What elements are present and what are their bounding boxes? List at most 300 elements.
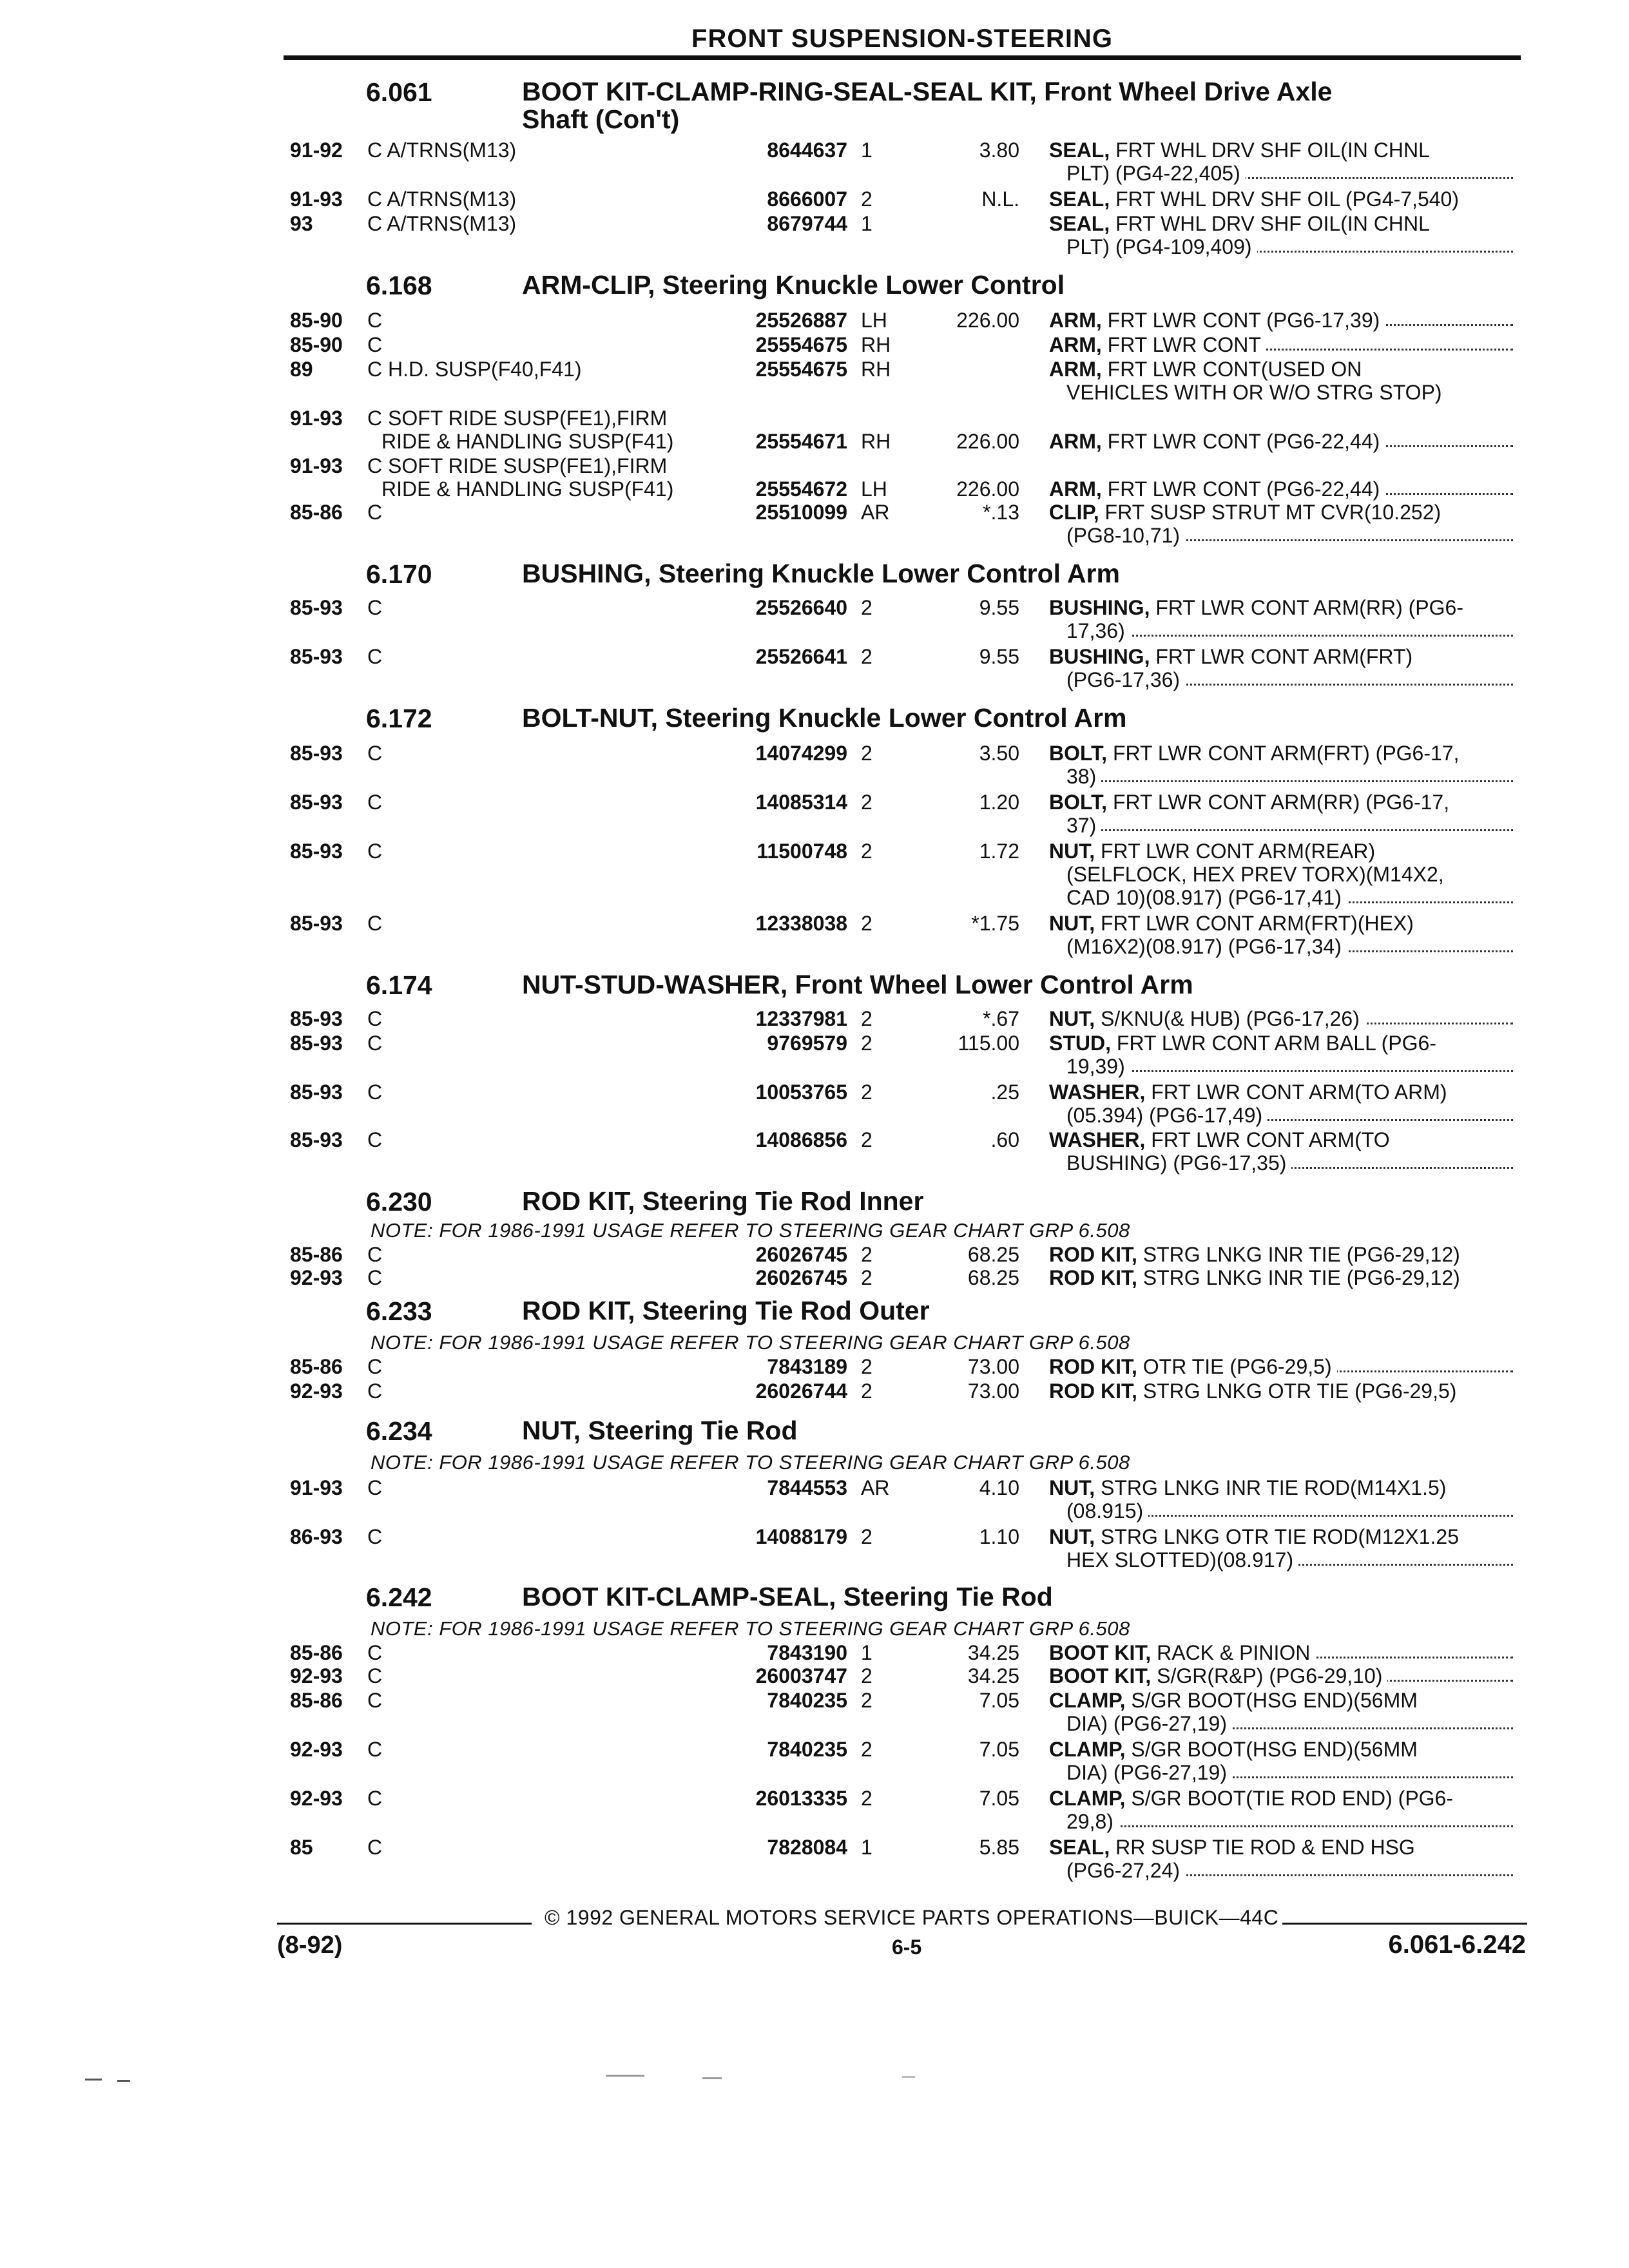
section-heading-6-172: [366, 704, 1526, 740]
row-quantity: RH: [861, 333, 891, 356]
row-description-cont: PLT) (PG4-109,409): [1066, 235, 1513, 259]
row-part-number: 26026744: [755, 1379, 847, 1403]
footer-copyright: © 1992 GENERAL MOTORS SERVICE PARTS OPERATIONS—BUICK—44C: [545, 1906, 1279, 1929]
row-description-cont: (SELFLOCK, HEX PREV TORX)(M14X2,: [1066, 863, 1444, 886]
part-row-cont: [0, 862, 1629, 888]
row-part-number: 14074299: [755, 742, 847, 765]
section-heading-6-230: [366, 1187, 1526, 1223]
row-application: C: [367, 1379, 715, 1403]
row-application: C: [367, 1475, 715, 1500]
part-row-cont: [0, 1548, 1629, 1573]
row-application: C SOFT RIDE SUSP(FE1),FIRM: [367, 407, 668, 430]
part-row-cont: [0, 477, 1629, 503]
part-row: [0, 644, 1629, 670]
part-row-cont: [0, 1760, 1629, 1786]
part-row: [0, 138, 1629, 164]
row-quantity: 2: [861, 1787, 872, 1810]
section-number: 6.174: [366, 970, 432, 1000]
row-quantity: 2: [861, 791, 872, 814]
row-price: 9.55: [979, 596, 1019, 619]
part-row-cont: [0, 1858, 1629, 1884]
row-price: 4.10: [979, 1476, 1019, 1499]
row-description: CLAMP, S/GR BOOT(TIE ROD END) (PG6-: [1049, 1787, 1453, 1810]
row-price: 7.05: [979, 1787, 1019, 1810]
row-part-number: 8679744: [767, 212, 847, 235]
row-part-number: 14085314: [755, 791, 847, 814]
scan-artifact: [606, 2075, 644, 2077]
row-application: C: [367, 1031, 715, 1055]
section-number: 6.061: [366, 77, 432, 107]
section-heading-6-234: [366, 1416, 1526, 1452]
footer-rule-left: [277, 1923, 532, 1925]
row-description-cont: 29,8): [1066, 1809, 1513, 1834]
row-part-number: 14088179: [755, 1525, 847, 1548]
part-row: [0, 1640, 1629, 1666]
row-years: 85-86: [290, 501, 343, 524]
footer-date: (8-92): [277, 1932, 343, 1959]
section-note: NOTE: FOR 1986-1991 USAGE REFER TO STEERING GEAR CHART GRP 6.508: [371, 1617, 1130, 1640]
row-quantity: 2: [861, 645, 872, 668]
row-description: BUSHING, FRT LWR CONT ARM(FRT): [1049, 645, 1413, 668]
row-part-number: 12338038: [755, 912, 847, 935]
row-quantity: 1: [861, 212, 872, 235]
footer-rule-right: [1282, 1923, 1527, 1925]
row-years: 85-93: [290, 1007, 343, 1030]
row-description-cont: (PG8-10,71): [1066, 523, 1513, 548]
row-price: 73.00: [967, 1379, 1019, 1403]
row-part-number: 26003747: [755, 1664, 847, 1687]
row-quantity: 2: [861, 1689, 872, 1712]
row-years: 92-93: [290, 1787, 343, 1810]
row-price: 226.00: [956, 309, 1019, 332]
row-part-number: 7843190: [767, 1641, 847, 1664]
row-application: C: [367, 1688, 715, 1713]
row-years: 85-93: [290, 1128, 343, 1151]
row-application: C: [367, 1640, 715, 1665]
row-part-number: 25526887: [755, 309, 847, 332]
row-price: 3.50: [979, 742, 1019, 765]
row-description: STUD, FRT LWR CONT ARM BALL (PG6-: [1049, 1032, 1436, 1055]
row-application: C: [367, 1006, 715, 1031]
section-note: NOTE: FOR 1986-1991 USAGE REFER TO STEERING GEAR CHART GRP 6.508: [371, 1219, 1130, 1242]
part-row: [0, 1128, 1629, 1153]
row-description: BOLT, FRT LWR CONT ARM(RR) (PG6-17,: [1049, 791, 1450, 814]
section-title: BOOT KIT-CLAMP-RING-SEAL-SEAL KIT, Front Wheel Drive Axle: [522, 77, 1333, 106]
row-years: 85-93: [290, 1081, 343, 1104]
row-application: C SOFT RIDE SUSP(FE1),FIRM: [367, 454, 668, 477]
part-row: [0, 839, 1629, 865]
part-row: [0, 454, 1629, 479]
row-application: C: [367, 1354, 715, 1379]
row-price: *1.75: [971, 912, 1019, 935]
row-part-number: 14086856: [755, 1128, 847, 1151]
row-description: BOLT, FRT LWR CONT ARM(FRT) (PG6-17,: [1049, 742, 1460, 765]
row-description-cont: 37): [1066, 813, 1513, 838]
row-description: ROD KIT, STRG LNKG INR TIE (PG6-29,12): [1049, 1243, 1460, 1266]
scan-artifact: [117, 2080, 130, 2082]
row-years: 85-86: [290, 1355, 343, 1378]
row-price: 115.00: [958, 1032, 1019, 1055]
row-years: 85-93: [290, 596, 343, 619]
row-application: C A/TRNS(M13): [367, 138, 715, 162]
row-quantity: 2: [861, 187, 872, 211]
row-years: 85-90: [290, 309, 343, 332]
row-description: NUT, FRT LWR CONT ARM(FRT)(HEX): [1049, 912, 1414, 935]
row-price: .25: [990, 1081, 1019, 1104]
row-application: C: [367, 332, 715, 357]
part-row-cont: [0, 764, 1629, 790]
part-row: [0, 595, 1629, 621]
part-row-cont: [0, 523, 1629, 549]
row-price: 7.05: [979, 1738, 1019, 1761]
row-description-cont: 17,36): [1066, 619, 1513, 643]
row-quantity: 2: [861, 1738, 872, 1761]
row-price: 226.00: [956, 430, 1019, 453]
row-description-cont: 38): [1066, 764, 1513, 789]
row-application: C: [367, 595, 715, 620]
row-description: ROD KIT, STRG LNKG OTR TIE (PG6-29,5): [1049, 1379, 1457, 1403]
row-application: C: [367, 741, 715, 765]
row-price: 68.25: [967, 1243, 1019, 1266]
section-title: NUT, Steering Tie Rod: [522, 1416, 798, 1445]
row-application-cont: RIDE & HANDLING SUSP(F41): [381, 477, 674, 501]
section-title: ROD KIT, Steering Tie Rod Outer: [522, 1296, 930, 1325]
footer-section-range: 6.061-6.242: [1388, 1930, 1526, 1959]
row-application: C: [367, 911, 715, 936]
row-description: BOOT KIT, RACK & PINION: [1049, 1640, 1513, 1665]
row-description: ARM, FRT LWR CONT(USED ON: [1049, 358, 1362, 381]
row-description-cont: DIA) (PG6-27,19): [1066, 1711, 1513, 1736]
part-row: [0, 1664, 1629, 1689]
section-title: BUSHING, Steering Knuckle Lower Control Arm: [522, 559, 1120, 588]
part-row: [0, 406, 1629, 432]
page-header-title: FRONT SUSPENSION-STEERING: [691, 24, 1113, 53]
row-description: SEAL, FRT WHL DRV SHF OIL(IN CHNL: [1049, 139, 1430, 162]
row-description-cont: HEX SLOTTED)(08.917): [1066, 1548, 1513, 1572]
row-quantity: 2: [861, 1266, 872, 1289]
row-description: SEAL, FRT WHL DRV SHF OIL (PG4-7,540): [1049, 187, 1459, 211]
section-note: NOTE: FOR 1986-1991 USAGE REFER TO STEERING GEAR CHART GRP 6.508: [371, 1451, 1130, 1474]
row-years: 91-92: [290, 139, 343, 162]
row-description: BUSHING, FRT LWR CONT ARM(RR) (PG6-: [1049, 596, 1463, 619]
row-description: NUT, STRG LNKG OTR TIE ROD(M12X1.25: [1049, 1525, 1459, 1548]
row-application-cont: RIDE & HANDLING SUSP(F41): [381, 430, 674, 453]
part-row-cont: [0, 934, 1629, 960]
part-row-cont: [0, 429, 1629, 455]
row-price: *.67: [983, 1007, 1019, 1030]
part-row: [0, 357, 1629, 383]
part-row: [0, 500, 1629, 526]
row-price: 9.55: [979, 645, 1019, 668]
part-row: [0, 1786, 1629, 1812]
row-part-number: 25510099: [755, 501, 847, 524]
row-description: NUT, FRT LWR CONT ARM(REAR): [1049, 840, 1376, 863]
part-row: [0, 1354, 1629, 1380]
row-description: BOOT KIT, S/GR(R&P) (PG6-29,10): [1049, 1664, 1513, 1688]
section-title: BOOT KIT-CLAMP-SEAL, Steering Tie Rod: [522, 1582, 1053, 1611]
row-quantity: LH: [861, 477, 887, 501]
row-description: CLAMP, S/GR BOOT(HSG END)(56MM: [1049, 1689, 1418, 1712]
row-application: C: [367, 1664, 715, 1688]
row-years: 85-93: [290, 1032, 343, 1055]
part-row: [0, 741, 1629, 767]
section-number: 6.168: [366, 271, 432, 300]
row-description: SEAL, RR SUSP TIE ROD & END HSG: [1049, 1836, 1415, 1859]
row-application: C: [367, 500, 715, 524]
part-row: [0, 911, 1629, 937]
row-part-number: 7844553: [767, 1476, 847, 1499]
row-description-cont: DIA) (PG6-27,19): [1066, 1760, 1513, 1785]
row-price: 68.25: [967, 1266, 1019, 1289]
row-part-number: 26026745: [755, 1266, 847, 1289]
row-price: N.L.: [981, 187, 1019, 211]
part-row: [0, 1242, 1629, 1268]
row-part-number: 26013335: [755, 1787, 847, 1810]
row-part-number: 12337981: [755, 1007, 847, 1030]
row-part-number: 25554672: [755, 477, 847, 501]
row-description: ARM, FRT LWR CONT (PG6-22,44): [1049, 477, 1513, 501]
row-years: 92-93: [290, 1379, 343, 1403]
row-price: 1.20: [979, 791, 1019, 814]
row-quantity: 2: [861, 596, 872, 619]
row-description-cont: VEHICLES WITH OR W/O STRG STOP): [1066, 381, 1442, 404]
section-title: NUT-STUD-WASHER, Front Wheel Lower Control Arm: [522, 970, 1193, 999]
part-row-cont: [0, 161, 1629, 187]
row-part-number: 11500748: [757, 840, 847, 863]
row-part-number: 7843189: [767, 1355, 847, 1378]
row-quantity: 2: [861, 1128, 872, 1151]
row-quantity: 2: [861, 1664, 872, 1687]
row-years: 91-93: [290, 1476, 343, 1499]
row-description-cont: (05.394) (PG6-17,49): [1066, 1103, 1513, 1128]
row-application: C: [367, 644, 715, 669]
row-price: 73.00: [967, 1355, 1019, 1378]
row-quantity: 2: [861, 840, 872, 863]
row-quantity: 2: [861, 1081, 872, 1104]
row-part-number: 8666007: [767, 187, 847, 211]
row-description-cont: BUSHING) (PG6-17,35): [1066, 1151, 1513, 1175]
row-quantity: LH: [861, 309, 887, 332]
row-description: ROD KIT, STRG LNKG INR TIE (PG6-29,12): [1049, 1266, 1460, 1289]
row-description: NUT, STRG LNKG INR TIE ROD(M14X1.5): [1049, 1476, 1447, 1499]
row-description: WASHER, FRT LWR CONT ARM(TO: [1049, 1128, 1390, 1151]
row-application: C: [367, 1737, 715, 1762]
row-quantity: 1: [861, 139, 872, 162]
section-heading-6-168: [366, 271, 1526, 307]
row-price: 3.80: [979, 139, 1019, 162]
section-title: ARM-CLIP, Steering Knuckle Lower Control: [522, 270, 1065, 300]
part-row-cont: [0, 235, 1629, 260]
row-application: C: [367, 790, 715, 814]
row-description-cont: PLT) (PG4-22,405): [1066, 161, 1513, 186]
scan-artifact: [702, 2077, 722, 2079]
row-years: 85-93: [290, 645, 343, 668]
row-price: 34.25: [967, 1664, 1019, 1687]
row-years: 91-93: [290, 407, 343, 430]
row-application: C: [367, 839, 715, 863]
part-row: [0, 1006, 1629, 1032]
row-part-number: 25526640: [755, 596, 847, 619]
row-description-cont: (08.915): [1066, 1499, 1513, 1523]
section-heading-6-242: [366, 1582, 1526, 1619]
row-description: ARM, FRT LWR CONT (PG6-17,39): [1049, 308, 1513, 332]
part-row-cont: [0, 1499, 1629, 1524]
row-part-number: 10053765: [755, 1081, 847, 1104]
row-years: 92-93: [290, 1266, 343, 1289]
row-application: C: [367, 1786, 715, 1811]
row-application: C: [367, 1242, 715, 1267]
row-description: WASHER, FRT LWR CONT ARM(TO ARM): [1049, 1081, 1447, 1104]
part-row-cont: [0, 1809, 1629, 1835]
part-row: [0, 1379, 1629, 1405]
row-application: C: [367, 308, 715, 332]
row-description-cont: (PG6-27,24): [1066, 1858, 1513, 1883]
row-part-number: 8644637: [767, 139, 847, 162]
part-row-cont: [0, 668, 1629, 693]
row-application: C: [367, 1524, 715, 1549]
part-row: [0, 308, 1629, 334]
row-part-number: 26026745: [755, 1243, 847, 1266]
row-part-number: 25526641: [755, 645, 847, 668]
row-price: 34.25: [967, 1641, 1019, 1664]
part-row-cont: [0, 1711, 1629, 1737]
row-application: C A/TRNS(M13): [367, 211, 715, 236]
part-row: [0, 332, 1629, 358]
row-application: C A/TRNS(M13): [367, 187, 715, 211]
header-rule: [284, 55, 1521, 60]
section-heading-6-174: [366, 970, 1526, 1006]
row-application: C H.D. SUSP(F40,F41): [367, 357, 715, 381]
row-part-number: 25554675: [755, 333, 847, 356]
part-row: [0, 1080, 1629, 1106]
section-number: 6.233: [366, 1296, 432, 1326]
row-quantity: RH: [861, 358, 891, 381]
row-price: .60: [990, 1128, 1019, 1151]
part-row: [0, 1265, 1629, 1291]
footer-page-number: 6-5: [892, 1936, 922, 1959]
row-quantity: 2: [861, 742, 872, 765]
row-quantity: 2: [861, 912, 872, 935]
part-row: [0, 187, 1629, 213]
row-description: ROD KIT, OTR TIE (PG6-29,5): [1049, 1354, 1513, 1379]
row-description-cont: (PG6-17,36): [1066, 668, 1513, 692]
scan-artifact: [85, 2079, 102, 2081]
row-quantity: 2: [861, 1379, 872, 1403]
section-heading-6-233: [366, 1296, 1526, 1332]
row-application: C: [367, 1835, 715, 1860]
row-years: 92-93: [290, 1738, 343, 1761]
part-row-cont: [0, 1054, 1629, 1080]
row-description: CLIP, FRT SUSP STRUT MT CVR(10.252): [1049, 501, 1441, 524]
row-quantity: 2: [861, 1007, 872, 1030]
section-title-cont: Shaft (Con't): [522, 104, 680, 134]
scan-artifact: [902, 2076, 915, 2078]
part-row-cont: [0, 885, 1629, 911]
row-description-cont: (M16X2)(08.917) (PG6-17,34): [1066, 934, 1513, 959]
part-row-cont: [0, 1151, 1629, 1177]
section-number: 6.234: [366, 1416, 432, 1446]
section-note: NOTE: FOR 1986-1991 USAGE REFER TO STEERING GEAR CHART GRP 6.508: [371, 1331, 1130, 1354]
row-application: C: [367, 1128, 715, 1152]
row-part-number: 25554671: [755, 430, 847, 453]
row-price: 226.00: [956, 477, 1019, 501]
row-part-number: 25554675: [755, 358, 847, 381]
row-years: 85-93: [290, 840, 343, 863]
part-row: [0, 1835, 1629, 1861]
section-title: BOLT-NUT, Steering Knuckle Lower Control Arm: [522, 703, 1127, 733]
row-quantity: 1: [861, 1641, 872, 1664]
part-row-cont: [0, 380, 1629, 406]
row-price: 1.72: [979, 840, 1019, 863]
part-row-cont: [0, 619, 1629, 644]
part-row: [0, 1737, 1629, 1763]
row-years: 92-93: [290, 1664, 343, 1687]
part-row: [0, 1475, 1629, 1501]
row-quantity: 2: [861, 1355, 872, 1378]
row-quantity: 2: [861, 1032, 872, 1055]
row-years: 86-93: [290, 1525, 343, 1548]
row-part-number: 9769579: [767, 1032, 847, 1055]
row-price: 1.10: [979, 1525, 1019, 1548]
row-years: 91-93: [290, 187, 343, 211]
part-row-cont: [0, 1103, 1629, 1129]
row-application: C: [367, 1265, 715, 1290]
row-years: 93: [290, 212, 313, 235]
row-price: 5.85: [979, 1836, 1019, 1859]
row-price: 7.05: [979, 1689, 1019, 1712]
section-number: 6.242: [366, 1582, 432, 1612]
row-years: 85-86: [290, 1243, 343, 1266]
row-years: 85-90: [290, 333, 343, 356]
row-description: CLAMP, S/GR BOOT(HSG END)(56MM: [1049, 1738, 1418, 1761]
section-number: 6.230: [366, 1187, 432, 1216]
row-years: 85-86: [290, 1689, 343, 1712]
part-row-cont: [0, 813, 1629, 839]
row-description: ARM, FRT LWR CONT (PG6-22,44): [1049, 429, 1513, 454]
row-part-number: 7840235: [767, 1738, 847, 1761]
row-years: 91-93: [290, 454, 343, 477]
row-part-number: 7840235: [767, 1689, 847, 1712]
row-description-cont: 19,39): [1066, 1054, 1513, 1079]
row-application: C: [367, 1080, 715, 1104]
section-number: 6.172: [366, 704, 432, 733]
row-years: 85-93: [290, 791, 343, 814]
row-years: 85-93: [290, 912, 343, 935]
row-quantity: 2: [861, 1243, 872, 1266]
row-quantity: AR: [861, 501, 890, 524]
part-row: [0, 211, 1629, 237]
row-quantity: AR: [861, 1476, 890, 1499]
row-part-number: 7828084: [767, 1836, 847, 1859]
section-heading-6-170: [366, 559, 1526, 595]
row-years: 89: [290, 358, 313, 381]
row-description-cont: CAD 10)(08.917) (PG6-17,41): [1066, 885, 1513, 910]
row-quantity: 1: [861, 1836, 872, 1859]
row-description: SEAL, FRT WHL DRV SHF OIL(IN CHNL: [1049, 212, 1430, 235]
row-years: 85: [290, 1836, 313, 1859]
part-row: [0, 790, 1629, 816]
row-years: 85-93: [290, 742, 343, 765]
row-years: 85-86: [290, 1641, 343, 1664]
part-row: [0, 1524, 1629, 1550]
row-description: NUT, S/KNU(& HUB) (PG6-17,26): [1049, 1006, 1513, 1031]
part-row: [0, 1688, 1629, 1714]
section-number: 6.170: [366, 559, 432, 589]
row-quantity: 2: [861, 1525, 872, 1548]
row-quantity: RH: [861, 430, 891, 453]
section-title: ROD KIT, Steering Tie Rod Inner: [522, 1186, 924, 1216]
part-row: [0, 1031, 1629, 1057]
